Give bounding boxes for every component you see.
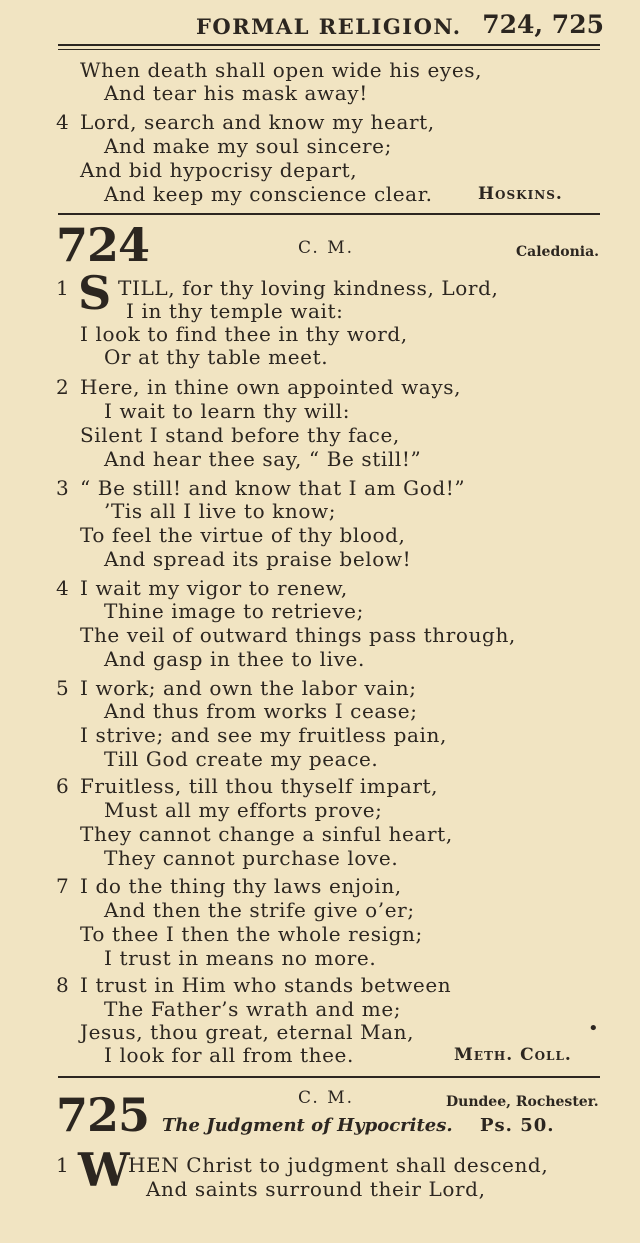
hymn-number: 724 — [56, 218, 150, 272]
verse-line: Silent I stand before thy face, — [80, 423, 400, 447]
verse-number: 4 — [56, 576, 69, 600]
running-header — [56, 8, 604, 38]
verse-line: I work; and own the labor vain; — [80, 676, 417, 700]
verse-line: And make my soul sincere; — [104, 134, 392, 158]
drop-cap: S — [78, 266, 112, 320]
verse-line: Must all my efforts prove; — [104, 798, 383, 822]
hymn-number: 725 — [56, 1088, 150, 1142]
verse-number: 1 — [56, 1153, 69, 1177]
verse-line: Or at thy table meet. — [104, 345, 329, 369]
tune-name: Dundee, Rochester. — [446, 1094, 599, 1110]
verse-number: 4 — [56, 110, 69, 134]
header-rule — [58, 44, 600, 46]
verse-line: Here, in thine own appointed ways, — [80, 375, 462, 399]
drop-cap: W — [78, 1143, 130, 1197]
verse-number: 1 — [56, 276, 69, 300]
section-rule — [58, 1076, 600, 1078]
psalm-reference: Ps. 50. — [480, 1115, 555, 1136]
hymn-meter: C. M. — [298, 1088, 355, 1108]
verse-line: And gasp in thee to live. — [104, 647, 365, 671]
verse-line: TILL, for thy loving kindness, Lord, — [118, 276, 499, 300]
verse-line: HEN Christ to judgment shall descend, — [128, 1153, 549, 1177]
verse-line: They cannot purchase love. — [104, 846, 399, 870]
verse-number: 7 — [56, 874, 69, 898]
verse-line: Jesus, thou great, eternal Man, — [80, 1020, 415, 1044]
verse-line: And hear thee say, “ Be still!” — [104, 447, 422, 471]
author-attribution: Hoskins. — [478, 184, 563, 204]
verse-line: The Father’s wrath and me; — [104, 997, 402, 1021]
verse-line: Till God create my peace. — [104, 747, 379, 771]
verse-line: When death shall open wide his eyes, — [80, 58, 483, 82]
verse-line: The veil of outward things pass through, — [80, 623, 516, 647]
verse-line: Thine image to retrieve; — [104, 599, 364, 623]
verse-line: They cannot change a sinful heart, — [80, 822, 453, 846]
verse-line: And keep my conscience clear. — [104, 182, 433, 206]
verse-line: I wait my vigor to renew, — [80, 576, 348, 600]
verse-line: And then the strife give o’er; — [104, 898, 415, 922]
verse-line: I in thy temple wait: — [126, 299, 344, 323]
verse-line: “ Be still! and know that I am God!” — [80, 476, 466, 500]
verse-number: 5 — [56, 676, 69, 700]
verse-line: I look to find thee in thy word, — [80, 322, 408, 346]
verse-number: 3 — [56, 476, 69, 500]
verse-line: I do the thing thy laws enjoin, — [80, 874, 402, 898]
verse-line: To feel the virtue of thy blood, — [80, 523, 406, 547]
header-title: FORMAL RELIGION. — [196, 14, 462, 39]
verse-line: And saints surround their Lord, — [146, 1177, 486, 1201]
verse-line: ’Tis all I live to know; — [104, 499, 337, 523]
verse-number: 2 — [56, 375, 69, 399]
verse-line: I trust in Him who stands between — [80, 973, 452, 997]
tune-name: Caledonia. — [516, 244, 600, 260]
verse-line: To thee I then the whole resign; — [80, 922, 423, 946]
verse-number: 6 — [56, 774, 69, 798]
verse-line: And bid hypocrisy depart, — [80, 158, 358, 182]
verse-number: 8 — [56, 973, 69, 997]
verse-line: I strive; and see my fruitless pain, — [80, 723, 447, 747]
bullet-dot: • — [588, 1018, 599, 1039]
hymn-subtitle: The Judgment of Hypocrites. — [162, 1115, 453, 1136]
author-attribution: Meth. Coll. — [454, 1045, 572, 1065]
section-rule — [58, 213, 600, 215]
verse-line: Fruitless, till thou thyself impart, — [80, 774, 439, 798]
verse-line: And tear his mask away! — [104, 81, 368, 105]
verse-line: And thus from works I cease; — [104, 699, 418, 723]
hymn-meter: C. M. — [298, 238, 355, 258]
verse-line: I trust in means no more. — [104, 946, 377, 970]
verse-line: I wait to learn thy will: — [104, 399, 351, 423]
verse-line: Lord, search and know my heart, — [80, 110, 435, 134]
verse-line: And spread its praise below! — [104, 547, 412, 571]
verse-line: I look for all from thee. — [104, 1043, 354, 1067]
header-hymn-numbers: 724, 725 — [482, 10, 604, 39]
